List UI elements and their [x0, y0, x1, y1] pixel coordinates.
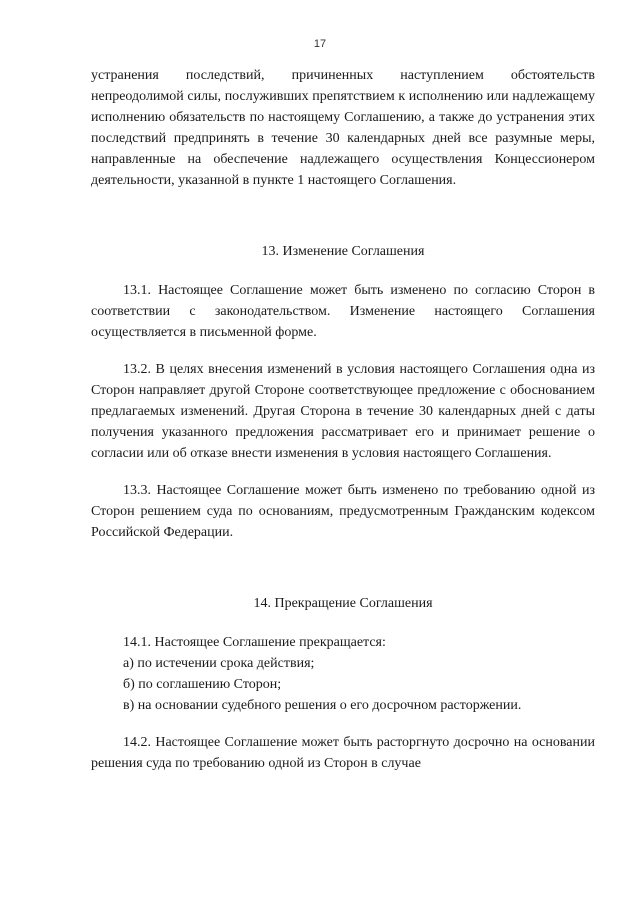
section-14-heading: 14. Прекращение Соглашения	[253, 596, 433, 611]
clause-13-3: 13.3. Настоящее Соглашение может быть изменено по требованию одной из Сторон решением суда по основаниям, предусмотренным Гражданским кодексом Российской Федерации.	[91, 483, 595, 540]
clause-14-1-intro: 14.1. Настоящее Соглашение прекращается:	[123, 635, 386, 650]
clause-14-2: 14.2. Настоящее Соглашение может быть расторгнуто досрочно на основании решения суда по требованию одной из Сторон в случае	[91, 735, 595, 771]
list-item: а) по истечении срока действия;	[123, 656, 315, 671]
clause-13-2: 13.2. В целях внесения изменений в условия настоящего Соглашения одна из Сторон направляет другой Стороне соответствующее предложение с обоснованием предлагаемых изменений. Другая Сторона в течение 30 календарных дней с даты получения указанного предложения рассматривает его и принимает решение о согласии или об отказе внести изменения в условия настоящего Соглашения.	[91, 362, 595, 461]
page-number: 17	[313, 38, 327, 50]
list-item: б) по соглашению Сторон;	[123, 677, 282, 692]
document-body	[91, 65, 595, 774]
clause-13-1: 13.1. Настоящее Соглашение может быть изменено по согласию Сторон в соответствии с законодательством. Изменение настоящего Соглашения осуществляется в письменной форме.	[91, 283, 595, 340]
list-item: в) на основании судебного решения о его досрочном расторжении.	[123, 698, 522, 713]
intro-paragraph: устранения последствий, причиненных наступлением обстоятельств непреодолимой силы, послуживших препятствием к исполнению или надлежащему исполнению обязательств по настоящему Соглашению, а также до устранения этих последствий предпринять в течение 30 календарных дней все разумные меры, направленные на обеспечение надлежащего осуществления Концессионером деятельности, указанной в пункте 1 настоящего Соглашения.	[91, 68, 595, 188]
section-13-heading: 13. Изменение Соглашения	[261, 244, 425, 259]
